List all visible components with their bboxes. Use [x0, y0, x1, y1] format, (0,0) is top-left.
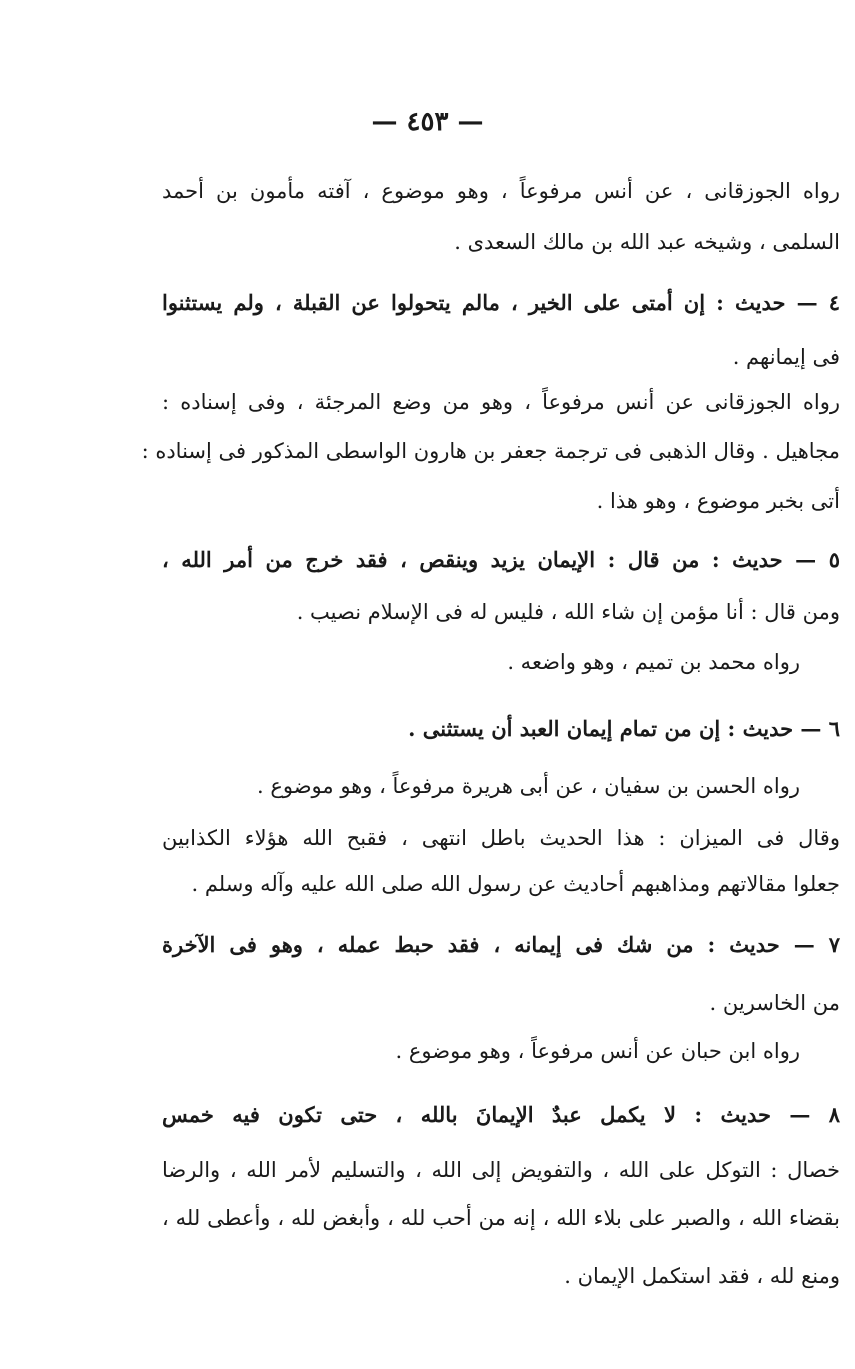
hadith-heading: ٧ — حديث : من شك فى إيمانه ، فقد حبط عمله ، وهو فى الآخرة	[162, 932, 840, 957]
text-line: من الخاسرين .	[709, 991, 840, 1015]
text-line: فى إيمانهم .	[732, 345, 840, 369]
text-line: جعلوا مقالاتهم ومذاهبهم أحاديث عن رسول الله صلى الله عليه وآله وسلم .	[191, 872, 840, 896]
hadith-heading: ٤ — حديث : إن أمتى على الخير ، مالم يتحولوا عن القبلة ، ولم يستثنوا	[162, 290, 840, 315]
text-line: رواه محمد بن تميم ، وهو واضعه .	[507, 650, 800, 674]
text-line: ومن قال : أنا مؤمن إن شاء الله ، فليس له فى الإسلام نصيب .	[296, 600, 840, 624]
text-line: بقضاء الله ، والصبر على بلاء الله ، إنه من أحب لله ، وأبغض لله ، وأعطى لله ،	[162, 1206, 840, 1230]
text-line: رواه ابن حبان عن أنس مرفوعاً ، وهو موضوع .	[395, 1039, 800, 1063]
text-line: رواه الحسن بن سفيان ، عن أبى هريرة مرفوعاً ، وهو موضوع .	[257, 774, 800, 798]
text-line: رواه الجوزقانى ، عن أنس مرفوعاً ، وهو موضوع ، آفته مأمون بن أحمد	[162, 179, 840, 203]
text-line: مجاهيل . وقال الذهبى فى ترجمة جعفر بن هارون الواسطى المذكور فى إسناده :	[141, 439, 840, 463]
text-line: ومنع لله ، فقد استكمل الإيمان .	[564, 1264, 840, 1288]
hadith-heading: ٦ — حديث : إن من تمام إيمان العبد أن يستثنى .	[408, 716, 840, 741]
hadith-heading: ٨ — حديث : لا يكمل عبدٌ الإيمانَ بالله ، حتى تكون فيه خمس	[162, 1102, 840, 1127]
text-line: أتى بخبر موضوع ، وهو هذا .	[596, 489, 840, 513]
hadith-heading: ٥ — حديث : من قال : الإيمان يزيد وينقص ، فقد خرج من أمر الله ،	[162, 547, 840, 572]
page-number: — ٤٥٣ —	[371, 107, 484, 137]
text-line: وقال فى الميزان : هذا الحديث باطل انتهى ، فقبح الله هؤلاء الكذابين	[162, 826, 840, 850]
text-line: رواه الجوزقانى عن أنس مرفوعاً ، وهو من وضع المرجئة ، وفى إسناده :	[162, 390, 840, 414]
text-line: السلمى ، وشيخه عبد الله بن مالك السعدى .	[454, 230, 840, 254]
text-line: خصال : التوكل على الله ، والتفويض إلى الله ، والتسليم لأمر الله ، والرضا	[162, 1158, 840, 1182]
